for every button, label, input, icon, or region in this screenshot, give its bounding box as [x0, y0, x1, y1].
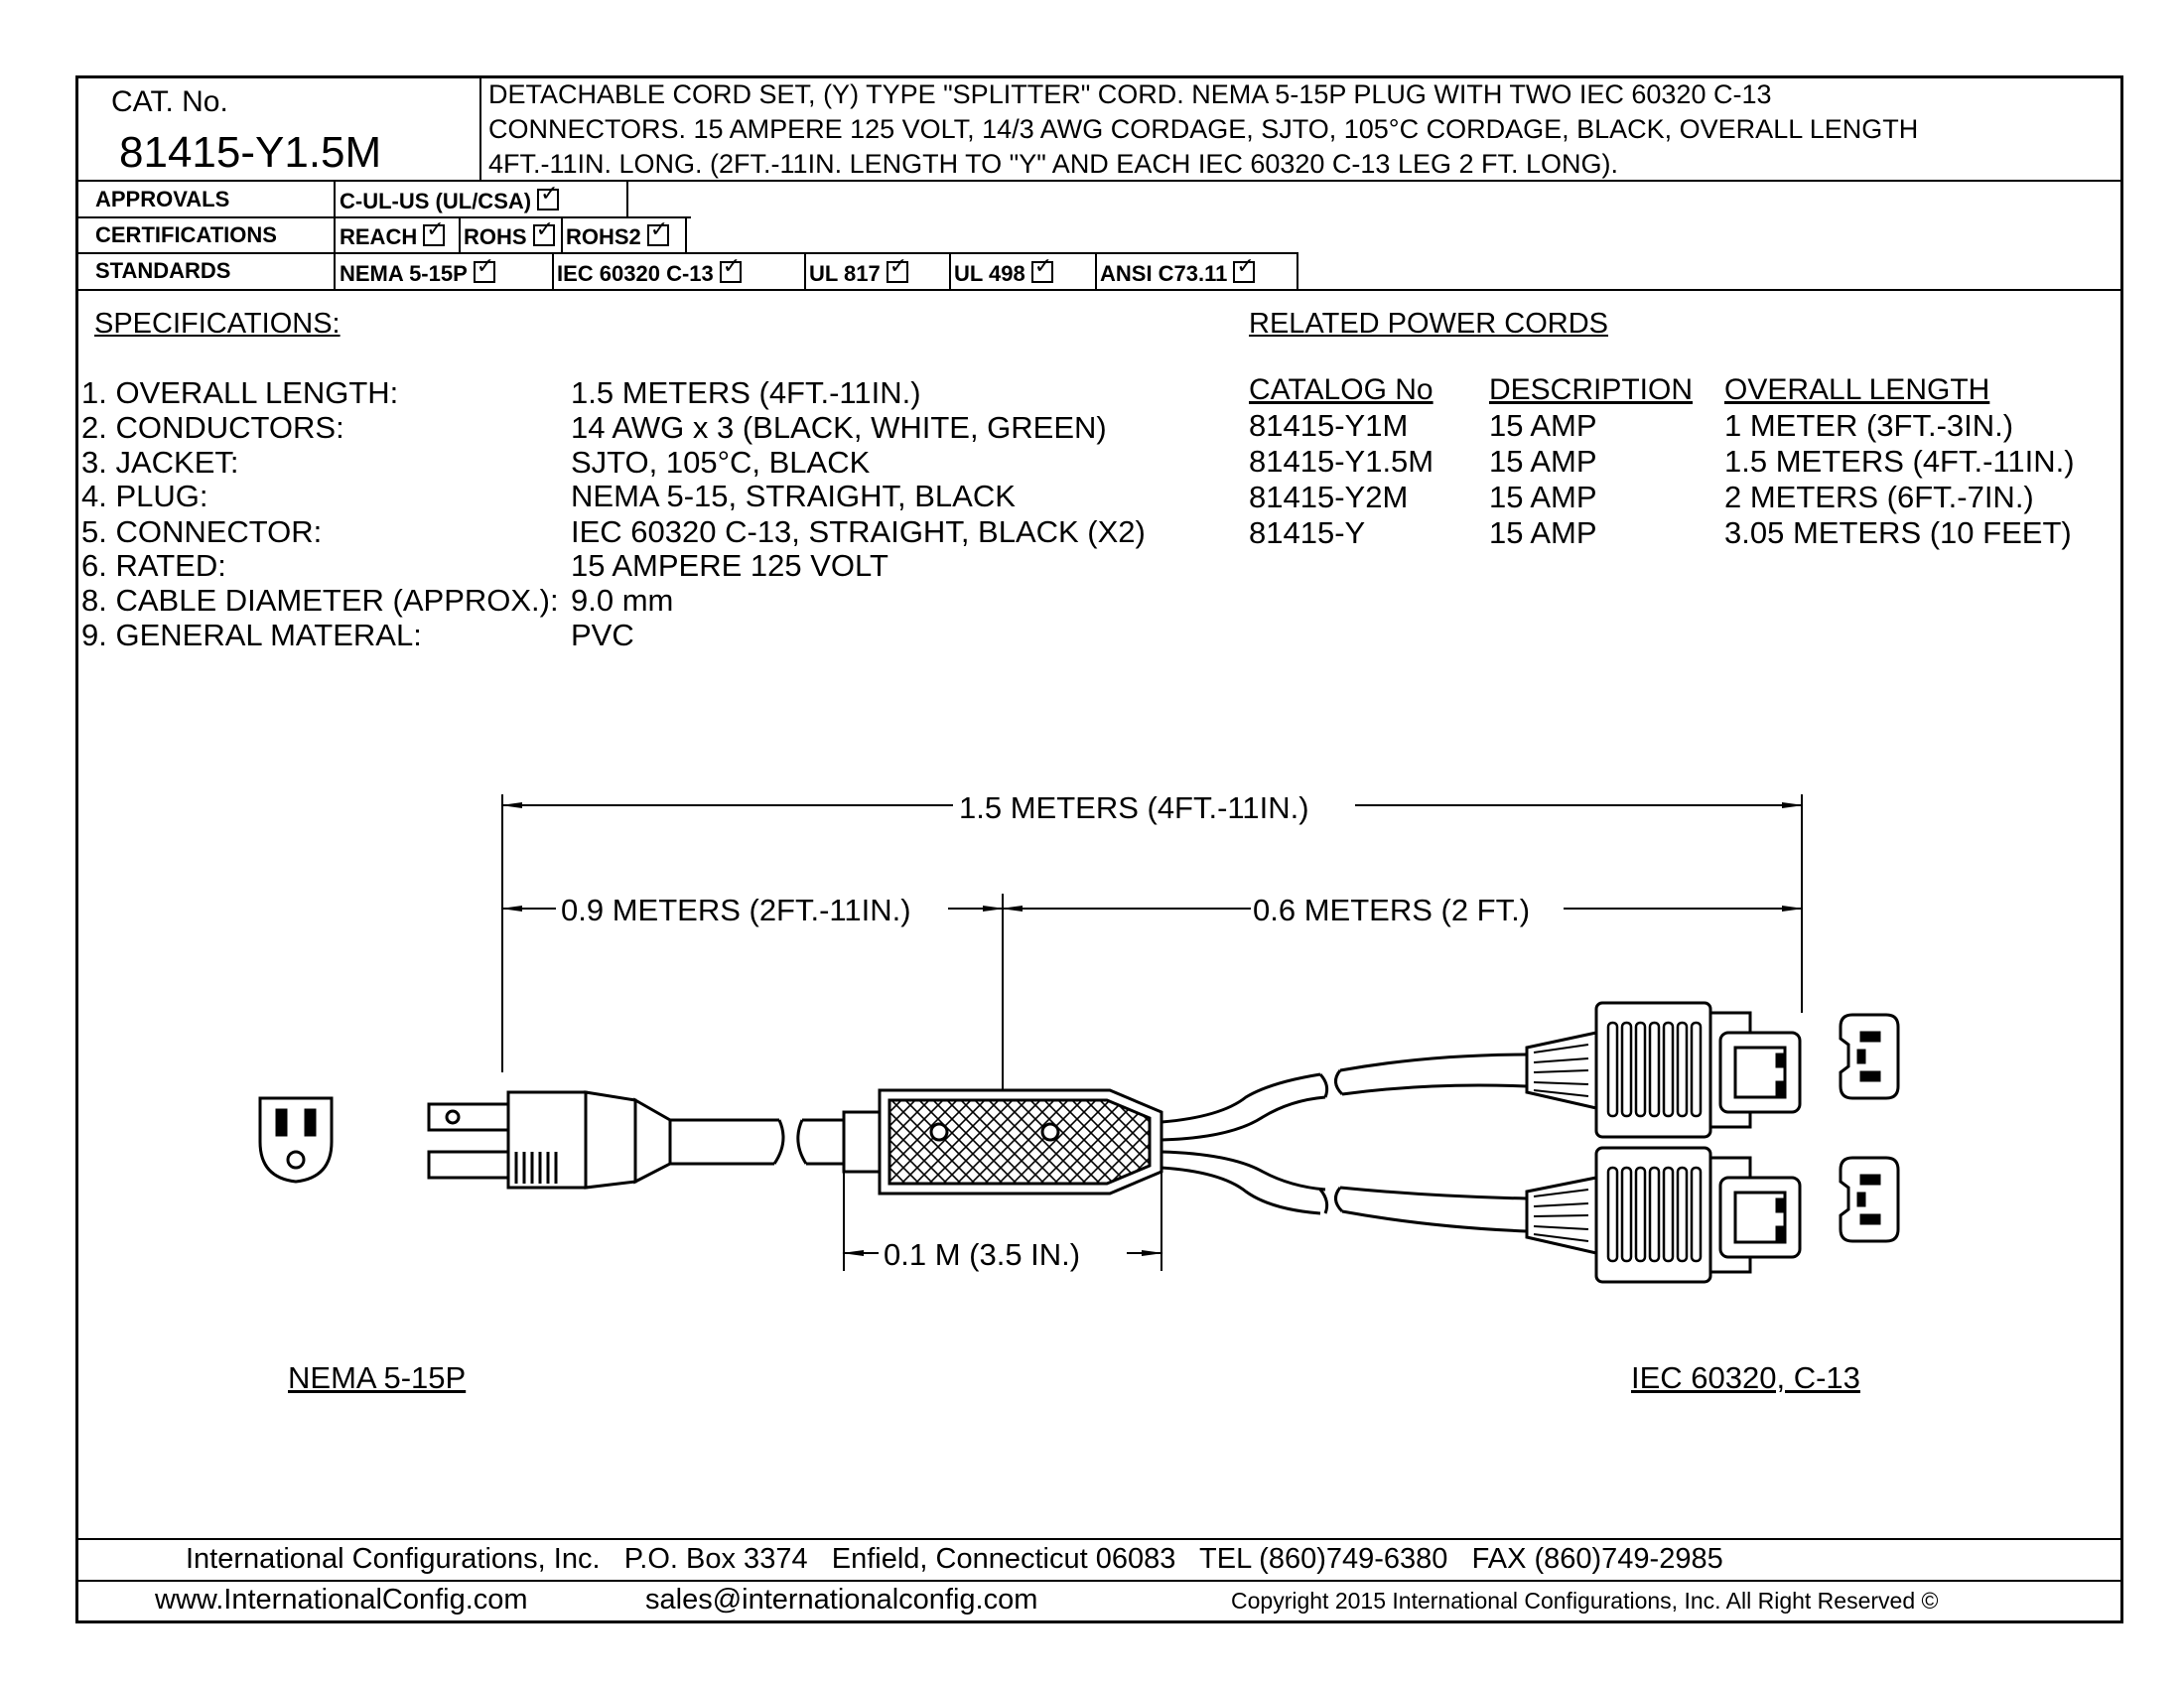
- related-cell: 15 AMP: [1489, 480, 1597, 514]
- spec-value: NEMA 5-15, STRAIGHT, BLACK: [571, 479, 1016, 513]
- related-cell: 15 AMP: [1489, 444, 1597, 479]
- c13-connector-bottom: [1527, 1148, 1800, 1282]
- main-cord: [670, 1112, 880, 1172]
- approvals-label: APPROVALS: [95, 187, 230, 211]
- nema-face-icon: [260, 1098, 332, 1182]
- certifications-label: CERTIFICATIONS: [95, 222, 277, 247]
- footer-copyright: Copyright 2015 International Configurations, Inc. All Right Reserved ©: [1231, 1588, 1939, 1614]
- spec-label: 3. JACKET:: [81, 445, 239, 480]
- connector-label: IEC 60320, C-13: [1631, 1360, 1860, 1395]
- split-legs: [1161, 1055, 1527, 1231]
- standard-item-label: ANSI C73.11: [1100, 261, 1228, 286]
- related-cell: 15 AMP: [1489, 515, 1597, 550]
- spec-value: 15 AMPERE 125 VOLT: [571, 548, 888, 583]
- certification-item-label: ROHS: [464, 224, 527, 249]
- dim-to-y-label: 0.9 METERS (2FT.-11IN.): [561, 893, 911, 927]
- related-cell: 81415-Y: [1249, 515, 1366, 550]
- c13-connector-top: [1527, 1003, 1800, 1137]
- footer-line: [75, 1538, 2123, 1540]
- standard-item-label: UL 498: [954, 261, 1025, 286]
- spec-label: 9. GENERAL MATERAL:: [81, 618, 422, 652]
- y-splitter: [880, 1090, 1161, 1194]
- related-cell: 81415-Y2M: [1249, 480, 1409, 514]
- footer-email[interactable]: sales@internationalconfig.com: [645, 1584, 1038, 1616]
- related-cell: 1.5 METERS (4FT.-11IN.): [1724, 444, 2075, 479]
- dim-overall-label: 1.5 METERS (4FT.-11IN.): [959, 790, 1309, 825]
- related-header-length: OVERALL LENGTH: [1724, 373, 1990, 406]
- footer-website[interactable]: www.InternationalConfig.com: [155, 1584, 528, 1616]
- approval-item-label: C-UL-US (UL/CSA): [340, 189, 532, 213]
- related-cell: 81415-Y1.5M: [1249, 444, 1434, 479]
- dim-splitter-label: 0.1 M (3.5 IN.): [884, 1237, 1081, 1272]
- related-title: RELATED POWER CORDS: [1249, 308, 1609, 340]
- description-line-2: CONNECTORS. 15 AMPERE 125 VOLT, 14/3 AWG CORDAGE, SJTO, 105°C CORDAGE, BLACK, OVERALL LENGTH: [488, 114, 1919, 144]
- related-cell: 1 METER (3FT.-3IN.): [1724, 408, 2014, 443]
- c13-face-icon: [1841, 1015, 1898, 1098]
- related-header-description: DESCRIPTION: [1489, 373, 1694, 406]
- certification-item-label: REACH: [340, 224, 418, 249]
- spec-value: 9.0 mm: [571, 583, 674, 618]
- spec-label: 5. CONNECTOR:: [81, 514, 323, 549]
- spec-value: PVC: [571, 618, 634, 652]
- certification-item-label: ROHS2: [566, 224, 641, 249]
- nema-plug: [429, 1092, 670, 1188]
- standard-item-label: UL 817: [809, 261, 881, 286]
- related-cell: 15 AMP: [1489, 408, 1597, 443]
- related-cell: 81415-Y1M: [1249, 408, 1409, 443]
- description-line-1: DETACHABLE CORD SET, (Y) TYPE "SPLITTER" CORD. NEMA 5-15P PLUG WITH TWO IEC 60320 C-13: [488, 79, 1772, 109]
- dim-legs-label: 0.6 METERS (2 FT.): [1253, 893, 1531, 927]
- standard-item-label: IEC 60320 C-13: [557, 261, 714, 286]
- specifications-title: SPECIFICATIONS:: [94, 308, 341, 340]
- standard-item-label: NEMA 5-15P: [340, 261, 468, 286]
- cat-number: 81415-Y1.5M: [119, 128, 382, 177]
- spec-value: 14 AWG x 3 (BLACK, WHITE, GREEN): [571, 410, 1107, 445]
- cat-label: CAT. No.: [111, 85, 228, 118]
- spec-value: IEC 60320 C-13, STRAIGHT, BLACK (X2): [571, 514, 1146, 549]
- plug-label: NEMA 5-15P: [288, 1360, 467, 1395]
- related-cell: 2 METERS (6FT.-7IN.): [1724, 480, 2034, 514]
- standards-label: STANDARDS: [95, 258, 231, 283]
- related-cell: 3.05 METERS (10 FEET): [1724, 515, 2072, 550]
- related-header-catalog: CATALOG No: [1249, 373, 1433, 406]
- footer-line: [75, 1580, 2123, 1582]
- c13-face-icon: [1841, 1158, 1898, 1241]
- spec-label: 6. RATED:: [81, 548, 226, 583]
- spec-label: 4. PLUG:: [81, 479, 208, 513]
- spec-value: SJTO, 105°C, BLACK: [571, 445, 871, 480]
- spec-label: 8. CABLE DIAMETER (APPROX.):: [81, 583, 559, 618]
- spec-label: 2. CONDUCTORS:: [81, 410, 344, 445]
- description-line-3: 4FT.-11IN. LONG. (2FT.-11IN. LENGTH TO "Y" AND EACH IEC 60320 C-13 LEG 2 FT. LONG).: [488, 149, 1618, 179]
- footer-address: International Configurations, Inc. P.O. Box 3374 Enfield, Connecticut 06083 TEL (860)749-6380 FAX (860)749-2985: [186, 1543, 1723, 1575]
- spec-label: 1. OVERALL LENGTH:: [81, 375, 399, 410]
- spec-value: 1.5 METERS (4FT.-11IN.): [571, 375, 921, 410]
